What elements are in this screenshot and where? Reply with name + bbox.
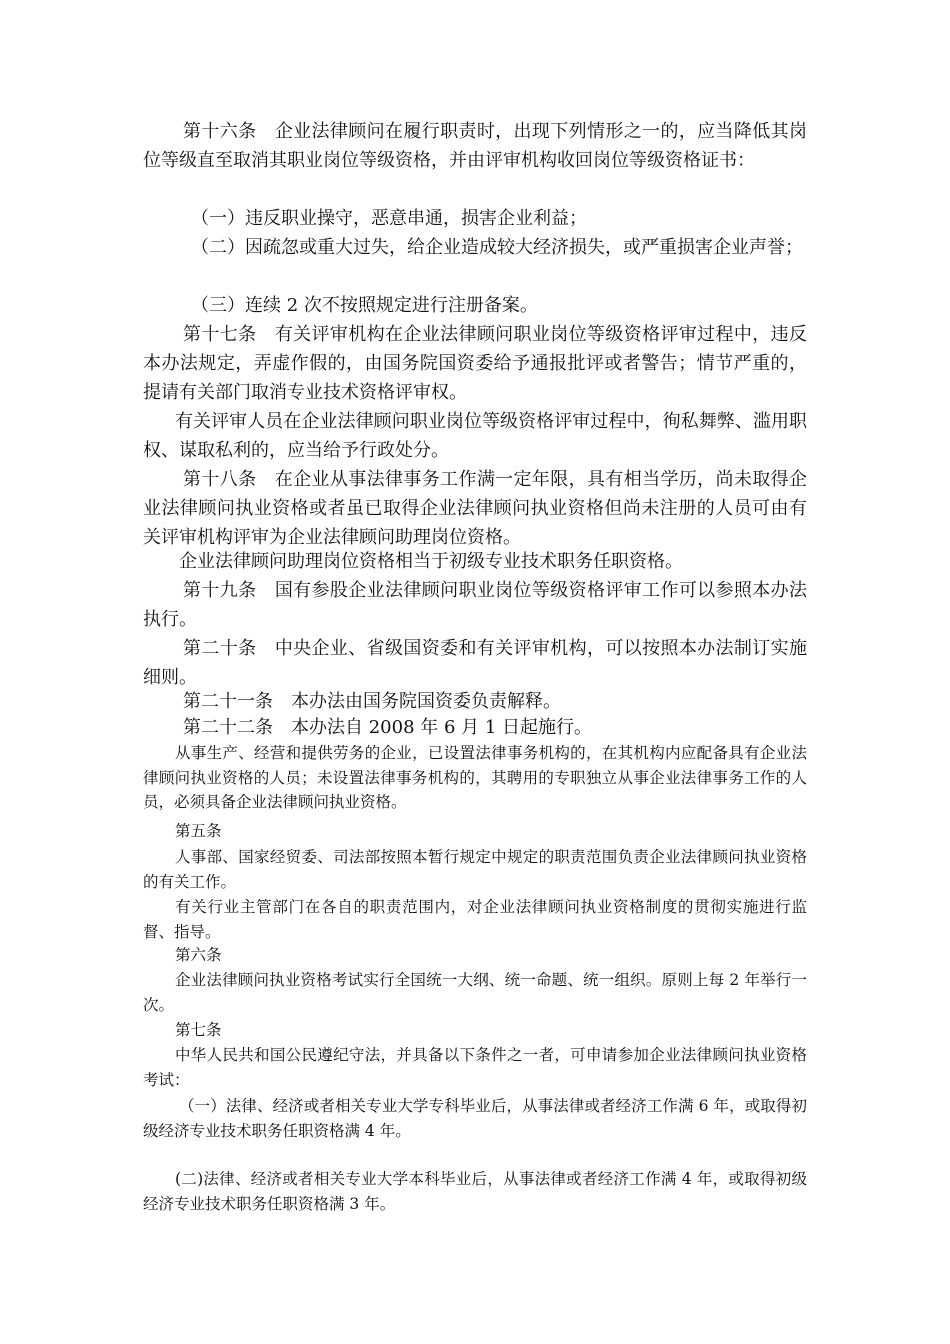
article-16-item-2: （二）因疏忽或重大过失，给企业造成较大经济损失，或严重损害企业声誉； <box>191 237 803 258</box>
article-7-heading: 第七条 <box>175 1021 222 1039</box>
article-20: 第二十条 中央企业、省级国资委和有关评审机构，可以按照本办法制订实施细则。 <box>143 638 807 688</box>
article-22: 第二十二条 本办法自 2008 年 6 月 1 日起施行。 <box>183 717 593 738</box>
article-5-para-1: 人事部、国家经贸委、司法部按照本暂行规定中规定的职责范围负责企业法律顾问执业资格的有关工作。 <box>143 848 807 891</box>
article-18: 第十八条 在企业从事法律事务工作满一定年限，具有相当学历，尚未取得企业法律顾问执业资格或者虽已取得企业法律顾问执业资格但尚未注册的人员可由有关评审机构评审为企业法律顾问助理岗位资格。 <box>143 469 807 548</box>
article-6-heading: 第六条 <box>175 946 222 964</box>
article-17: 第十七条 有关评审机构在企业法律顾问职业岗位等级资格评审过程中，违反本办法规定，弄虚作假的，由国务院国资委给予通报批评或者警告；情节严重的，提请有关部门取消专业技术资格评审权。 <box>143 324 807 403</box>
article-5-para-2: 有关行业主管部门在各自的职责范围内，对企业法律顾问执业资格制度的贯彻实施进行监督、指导。 <box>143 898 807 941</box>
article-16-item-3: （三）连续 2 次不按照规定进行注册备案。 <box>191 295 538 316</box>
article-16: 第十六条 企业法律顾问在履行职责时，出现下列情形之一的，应当降低其岗位等级直至取消其职业岗位等级资格，并由评审机构收回岗位等级资格证书： <box>143 121 807 171</box>
article-18-para-2: 企业法律顾问助理岗位资格相当于初级专业技术职务任职资格。 <box>179 551 683 572</box>
article-7-para-1: 中华人民共和国公民遵纪守法，并具备以下条件之一者，可申请参加企业法律顾问执业资格考试： <box>143 1046 807 1089</box>
article-17-para-2: 有关评审人员在企业法律顾问职业岗位等级资格评审过程中，徇私舞弊、滥用职权、谋取私利的，应当给予行政处分。 <box>143 411 807 461</box>
enterprise-staffing-paragraph: 从事生产、经营和提供劳务的企业，已设置法律事务机构的，在其机构内应配备具有企业法律顾问执业资格的人员；未设置法律事务机构的，其聘用的专职独立从事企业法律事务工作的人员，必须具备企业法律顾问执业资格。 <box>143 744 807 811</box>
article-19: 第十九条 国有参股企业法律顾问职业岗位等级资格评审工作可以参照本办法执行。 <box>143 580 807 630</box>
article-6-para-1: 企业法律顾问执业资格考试实行全国统一大纲、统一命题、统一组织。原则上每 2 年举行一次。 <box>143 971 807 1014</box>
article-7-item-1: （一）法律、经济或者相关专业大学专科毕业后，从事法律或者经济工作满 6 年，或取得初级经济专业技术职务任职资格满 4 年。 <box>143 1097 807 1140</box>
article-21: 第二十一条 本办法由国务院国资委负责解释。 <box>183 691 561 712</box>
article-16-item-1: （一）违反职业操守，恶意串通，损害企业利益； <box>191 208 587 229</box>
article-7-item-2: (二)法律、经济或者相关专业大学本科毕业后，从事法律或者经济工作满 4 年，或取得初级经济专业技术职务任职资格满 3 年。 <box>143 1170 807 1213</box>
article-5-heading: 第五条 <box>175 822 222 840</box>
